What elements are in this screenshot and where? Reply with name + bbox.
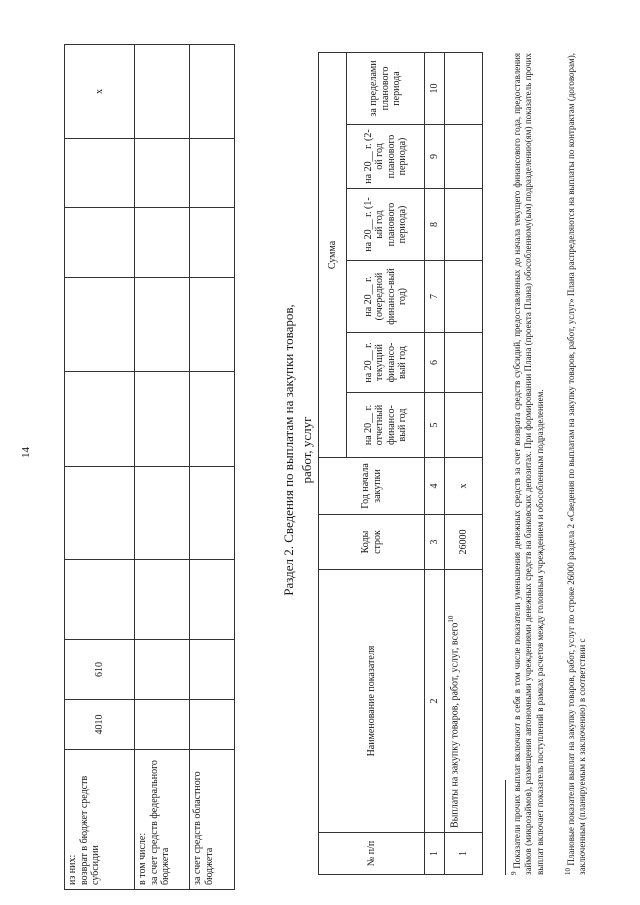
header-col8: на 20__ г. (1-ый год планового периода) <box>347 189 425 261</box>
footnote-ref: 10 <box>447 615 455 623</box>
column-number: 8 <box>425 189 445 261</box>
header-col10: за пределами планового периода <box>347 52 425 124</box>
header-year: Год начала закупки <box>319 458 425 515</box>
column-number: 2 <box>425 570 445 833</box>
top-row-label: за счет средств областного бюджета <box>190 750 235 890</box>
column-number: 5 <box>425 393 445 458</box>
header-col7: на 20__ г. (очередной финансо-вый год) <box>347 261 425 333</box>
header-col6: на 20__ г. текущий финансо-вый год <box>347 333 425 393</box>
column-number: 6 <box>425 333 445 393</box>
column-number: 9 <box>425 125 445 189</box>
column-number: 3 <box>425 515 445 570</box>
footnote-separator <box>505 780 506 875</box>
table-row <box>445 52 483 874</box>
top-table <box>64 44 235 890</box>
footnote-10: $^{10}$ Плановые показатели выплат на закупку товаров, работ, услуг по строке 26000 раздела 2 «Сведения по выплатам на закупку товаров, работ, услуг» Плана распределяются на выплаты по контрактам (договорам), заключенным (планируемым к заключению) в соответствии с <box>564 53 588 875</box>
top-row-last: x <box>65 45 135 139</box>
top-table-row <box>190 45 235 890</box>
top-row-label: в том числе: за счет средств федерального бюджета <box>135 750 190 890</box>
header-col9: на 20__ г. (2-ой год планового периода) <box>347 125 425 189</box>
row-code: 26000 <box>445 515 483 570</box>
header-sum: Сумма <box>319 52 347 457</box>
header-col5: на 20__ г. отчетный финансо-вый год <box>347 393 425 458</box>
header-code: Коды строк <box>319 515 425 570</box>
column-number: 10 <box>425 52 445 124</box>
top-row-kosgu: 610 <box>65 640 135 700</box>
top-table-row <box>65 45 135 890</box>
top-row-label: из них: возврат в бюджет средств субсидии <box>65 750 135 890</box>
section-title: Раздел 2. Сведения по выплатам на закупки товаров, работ, услуг <box>281 304 314 596</box>
top-row-code: 4010 <box>65 700 135 750</box>
column-number: 4 <box>425 458 445 515</box>
row-year: x <box>445 458 483 515</box>
column-numbers-row <box>425 52 445 874</box>
row-name: Выплаты на закупку товаров, работ, услуг, всего$^{10}$ <box>445 570 483 833</box>
header-name: Наименование показателя <box>319 570 425 833</box>
column-number: 1 <box>425 833 445 875</box>
page-number: 14 <box>20 447 32 458</box>
top-table-row <box>135 45 190 890</box>
column-number: 7 <box>425 261 445 333</box>
row-num: 1 <box>445 833 483 875</box>
main-table <box>318 52 483 875</box>
footnote-9: $^9$ Показатели прочих выплат включают в себя в том числе показатели уменьшения денежных средств за счет возврата средств субсидий, предоставленных до начала текущего финансового года, предоставления займов (микрозаймов), размещения автономными учреждениями денежных средств на банковских депозитах. При формировании Плана (проекта Плана) обособленному(ым) подразделению(ям) показатель прочих выплат включает показатель поступлений в рамках расчетов между головным учреждением и обособленным подразделением. <box>510 53 545 875</box>
header-num: № п/п <box>319 833 425 875</box>
